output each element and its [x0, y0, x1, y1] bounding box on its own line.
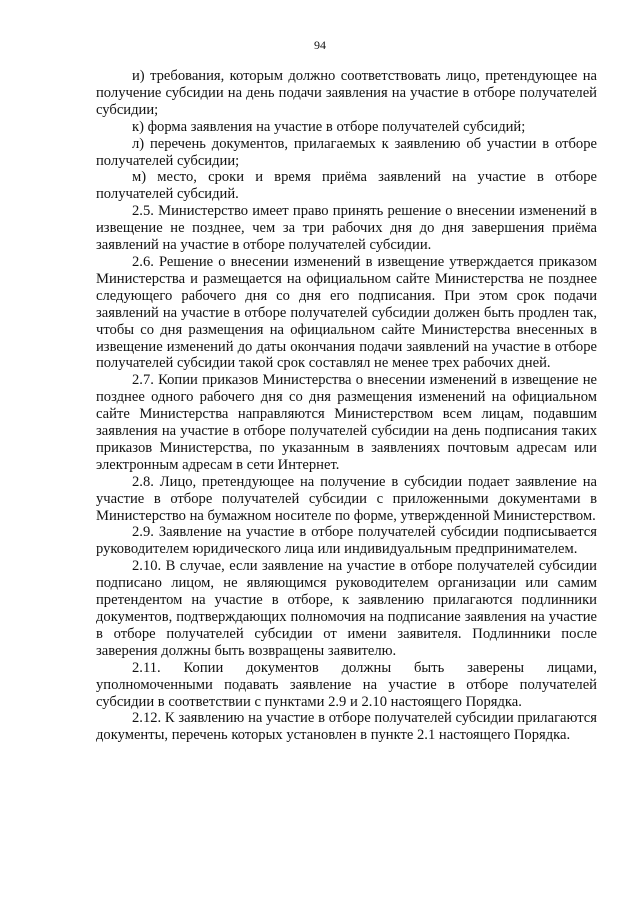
- paragraph-2-5: 2.5. Министерство имеет право принять решение о внесении изменений в извещение не позднее, чем за три рабочих дня до дня завершения приёма заявлений на участие в отборе получателей субсидии.: [96, 203, 597, 254]
- paragraph-2-6: 2.6. Решение о внесении изменений в извещение утверждается приказом Министерства и размещается на официальном сайте Министерства не позднее следующего рабочего дня со дня его подписания. При этом срок подачи заявлений на участие в отборе получателей субсидии должен быть продлен так, чтобы со дня размещения на официальном сайте Министерства внесенных в извещение изменений до даты окончания подачи заявлений на участие в отборе получателей субсидии такой срок составлял не менее трех рабочих дней.: [96, 253, 597, 372]
- paragraph-item-m: м) место, сроки и время приёма заявлений на участие в отборе получателей субсидий.: [96, 169, 597, 203]
- document-body: [96, 68, 597, 744]
- paragraph-item-k: к) форма заявления на участие в отборе получателей субсидий;: [132, 118, 526, 135]
- paragraph-item-l: л) перечень документов, прилагаемых к заявлению об участии в отборе получателей субсидии;: [96, 135, 597, 169]
- page-number: 94: [314, 38, 326, 52]
- paragraph-2-8: 2.8. Лицо, претендующее на получение в субсидии подает заявление на участие в отборе получателей субсидии с приложенными документами в Министерство на бумажном носителе по форме, утвержденной Министерством.: [96, 473, 597, 524]
- paragraph-2-10: 2.10. В случае, если заявление на участие в отборе получателей субсидии подписано лицом, не являющимся руководителем организации или самим претендентом на участие в отборе, к заявлению прилагаются подлинники документов, подтверждающих полномочия на подписание заявления на участие в отборе получателей субсидии от имени заявителя. Подлинники после заверения должны быть возвращены заявителю.: [96, 558, 597, 659]
- paragraph-2-11: 2.11. Копии документов должны быть заверены лицами, уполномоченными подавать заявление на участие в отборе получателей субсидии в соответствии с пунктами 2.9 и 2.10 настоящего Порядка.: [96, 659, 597, 710]
- paragraph-2-12: 2.12. К заявлению на участие в отборе получателей субсидии прилагаются документы, перечень которых установлен в пункте 2.1 настоящего Порядка.: [96, 710, 597, 744]
- paragraph-2-7: 2.7. Копии приказов Министерства о внесении изменений в извещение не позднее одного рабочего дня со дня размещения изменений на официальном сайте Министерства направляются Министерством всем лицам, подавшим заявления на участие в отборе получателей субсидии на день подписания таких приказов Министерства, по указанным в заявлениях почтовым адресам или электронным адресам в сети Интернет.: [96, 372, 597, 473]
- paragraph-2-9: 2.9. Заявление на участие в отборе получателей субсидии подписывается руководителем юридического лица или индивидуальным предпринимателем.: [96, 524, 597, 558]
- paragraph-item-i: и) требования, которым должно соответствовать лицо, претендующее на получение субсидии на день подачи заявления на участие в отборе получателей субсидии;: [96, 68, 597, 118]
